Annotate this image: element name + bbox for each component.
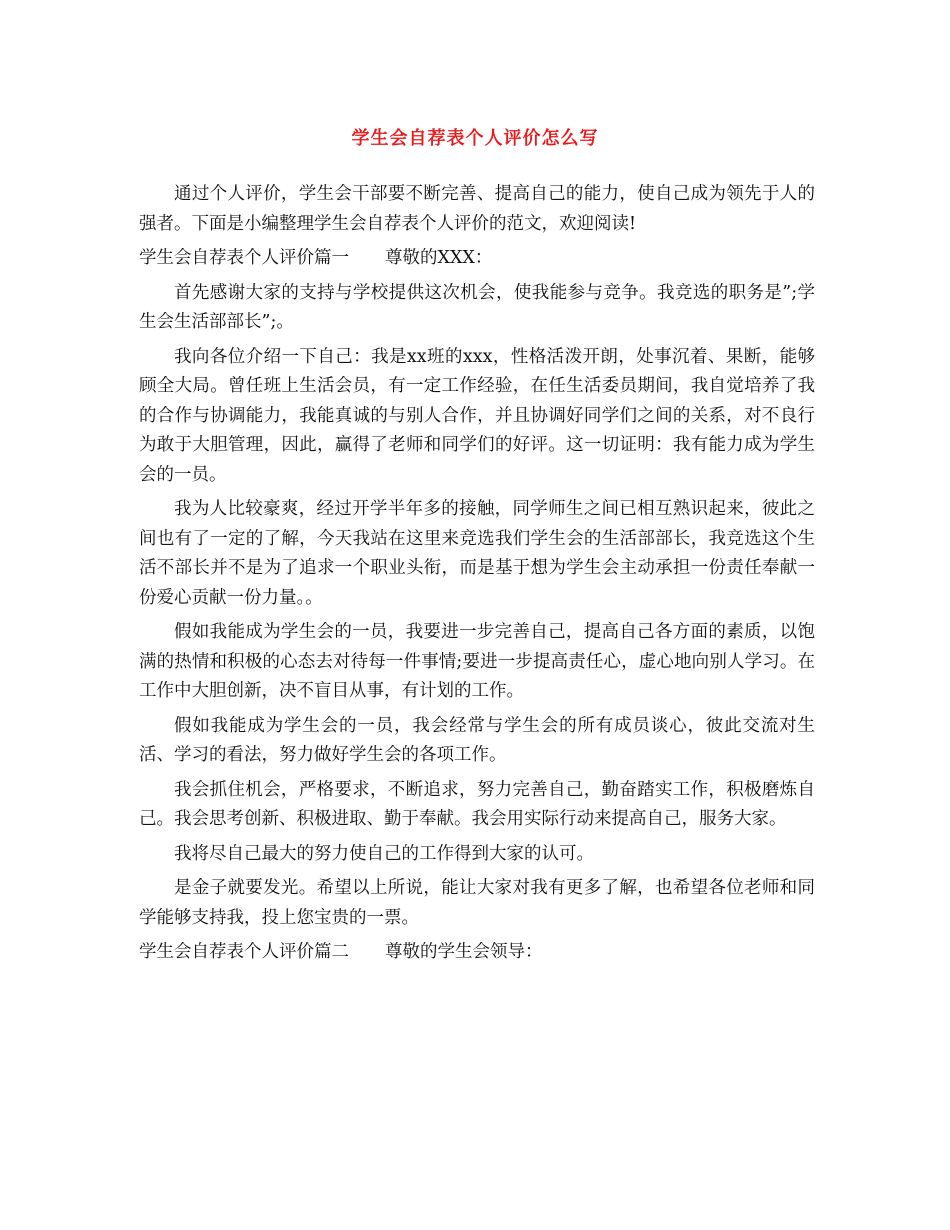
section-1-paragraph: 假如我能成为学生会的一员，我要进一步完善自己，提高自己各方面的素质，以饱满的热情和积极的心态去对待每一件事情;要进一步提高责任心，虚心地向别人学习。在工作中大胆创新，决不盲目从事，有计划的工作。 — [139, 622, 815, 701]
intro-paragraph: 通过个人评价，学生会干部要不断完善、提高自己的能力，使自己成为领先于人的强者。下面是小编整理学生会自荐表个人评价的范文，欢迎阅读! — [139, 184, 815, 234]
section-1-heading-line — [139, 244, 815, 274]
section-1-salutation: 尊敬的XXX： — [385, 248, 493, 268]
section-1-paragraph: 假如我能成为学生会的一员，我会经常与学生会的所有成员谈心，彼此交流对生活、学习的看法，努力做好学生会的各项工作。 — [139, 715, 815, 765]
section-2-heading: 学生会自荐表个人评价篇二 — [139, 942, 349, 962]
section-2-salutation: 尊敬的学生会领导： — [385, 942, 543, 962]
document-body — [139, 180, 815, 973]
section-1-paragraph: 我向各位介绍一下自己：我是xx班的xxx，性格活泼开朗，处事沉着、果断，能够顾全大局。曾任班上生活会员，有一定工作经验，在任生活委员期间，我自觉培养了我的合作与协调能力，我能真诚的与别人合作，并且协调好同学们之间的关系，对不良行为敢于大胆管理，因此，赢得了老师和同学们的好评。这一切证明：我有能力成为学生会的一员。 — [139, 346, 815, 485]
section-1-paragraph: 首先感谢大家的支持与学校提供这次机会，使我能参与竞争。我竞选的职务是”;学生会生活部部长”;。 — [139, 282, 815, 332]
document-title: 学生会自荐表个人评价怎么写 — [351, 128, 599, 149]
section-1-paragraph: 我为人比较豪爽，经过开学半年多的接触，同学师生之间已相互熟识起来，彼此之间也有了一定的了解，今天我站在这里来竞选我们学生会的生活部部长，我竞选这个生活不部长并不是为了追求一个职业头衔，而是基于想为学生会主动承担一份责任奉献一份爱心贡献一份力量。。 — [139, 499, 815, 608]
section-2-heading-line — [139, 938, 815, 968]
section-1-paragraph: 是金子就要发光。希望以上所说，能让大家对我有更多了解，也希望各位老师和同学能够支持我，投上您宝贵的一票。 — [139, 878, 815, 928]
section-1-heading: 学生会自荐表个人评价篇一 — [139, 248, 349, 268]
section-1-paragraph: 我将尽自己最大的努力使自己的工作得到大家的认可。 — [174, 843, 594, 864]
section-1-paragraph: 我会抓住机会，严格要求，不断追求，努力完善自己，勤奋踏实工作，积极磨炼自己。我会思考创新、积极进取、勤于奉献。我会用实际行动来提高自己，服务大家。 — [139, 779, 815, 829]
